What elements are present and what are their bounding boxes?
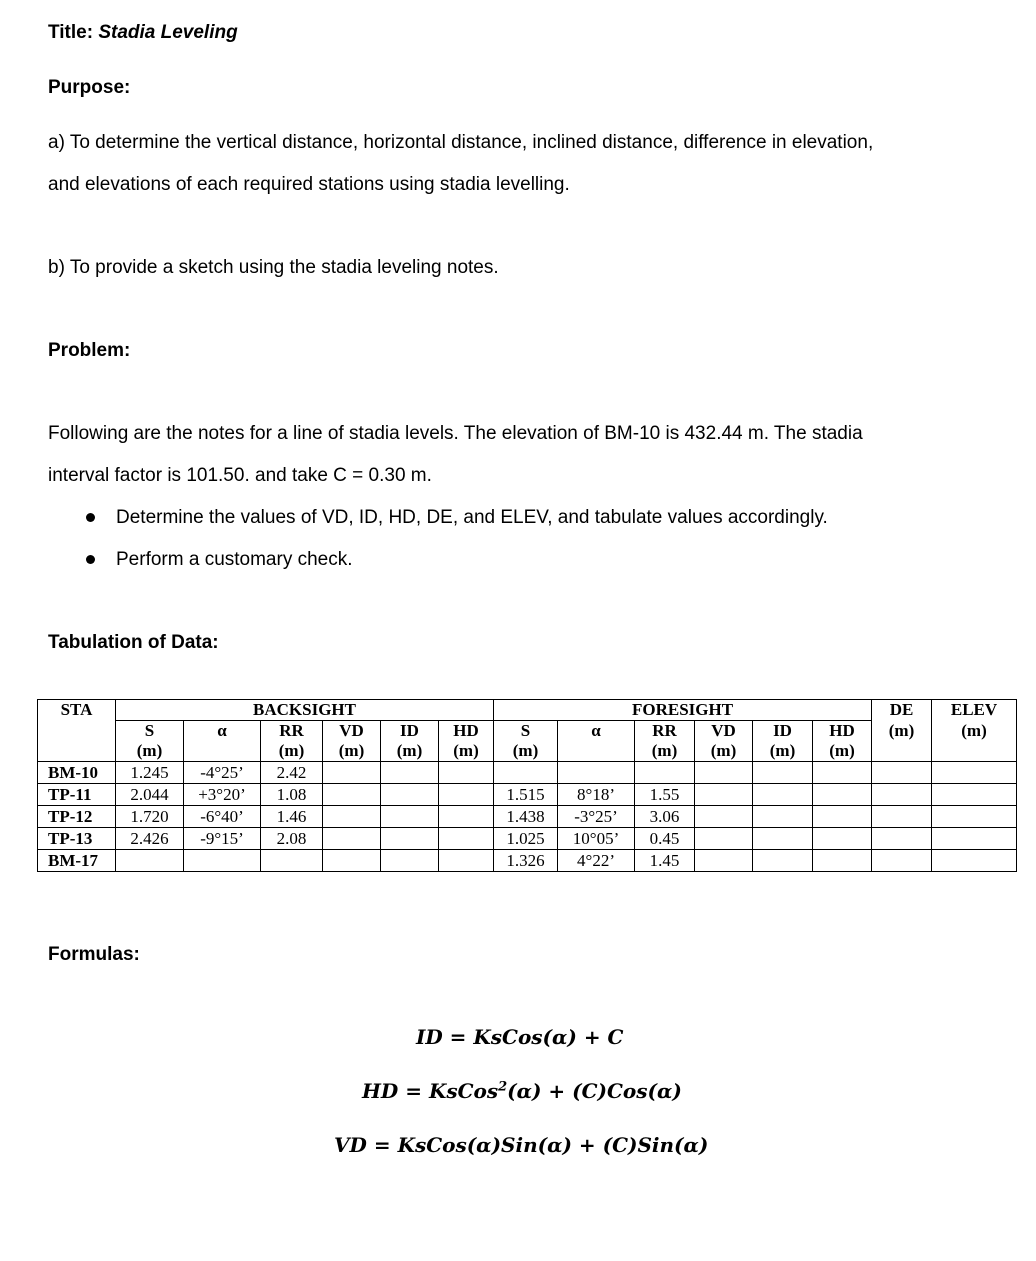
formula-id-rhs: KsCos(α) + C [473, 1025, 624, 1049]
cell-fs-vd [695, 762, 753, 784]
header-fs-alpha-unit [558, 741, 635, 762]
header-fs-id: ID [753, 721, 813, 742]
table-row [38, 828, 1017, 850]
cell-fs-id [753, 828, 813, 850]
cell-bs-id [381, 828, 439, 850]
cell-fs-hd [813, 784, 872, 806]
bullet-dot [86, 555, 95, 564]
header-fs-s: S [494, 721, 558, 742]
header-de-blank [872, 741, 932, 762]
cell-fs-s [494, 762, 558, 784]
formula-id [416, 1025, 623, 1049]
cell-sta: BM-10 [38, 762, 116, 784]
purpose-heading: Purpose: [48, 77, 131, 98]
purpose-a-line2: and elevations of each required stations using stadia levelling. [48, 174, 570, 195]
formula-hd-lhs: HD [362, 1079, 399, 1103]
header-fs-id-unit: (m) [753, 741, 813, 762]
cell-elev [932, 828, 1017, 850]
cell-de [872, 806, 932, 828]
header-elev-blank [932, 741, 1017, 762]
formula-hd-rhs-a: KsCos [428, 1079, 499, 1103]
cell-sta: BM-17 [38, 850, 116, 872]
cell-bs-hd [439, 850, 494, 872]
formula-hd [362, 1079, 682, 1103]
formula-hd-rhs-b: (α) + (C)Cos(α) [507, 1079, 682, 1103]
cell-bs-vd [323, 762, 381, 784]
cell-fs-s: 1.438 [494, 806, 558, 828]
cell-bs-s: 2.426 [116, 828, 184, 850]
problem-line1: Following are the notes for a line of stadia levels. The elevation of BM-10 is 432.44 m. The stadia [48, 423, 863, 444]
cell-fs-vd [695, 784, 753, 806]
cell-bs-s: 2.044 [116, 784, 184, 806]
cell-fs-alpha: -3°25’ [558, 806, 635, 828]
cell-bs-hd [439, 806, 494, 828]
formula-id-equals: = [442, 1025, 474, 1049]
cell-fs-vd [695, 828, 753, 850]
cell-de [872, 784, 932, 806]
cell-fs-s: 1.326 [494, 850, 558, 872]
header-bs-s: S [116, 721, 184, 742]
header-fs-rr: RR [635, 721, 695, 742]
problem-heading: Problem: [48, 340, 131, 361]
cell-sta: TP-13 [38, 828, 116, 850]
header-bs-rr-unit: (m) [261, 741, 323, 762]
stadia-data-table [37, 699, 1017, 872]
cell-bs-alpha [184, 850, 261, 872]
cell-sta: TP-11 [38, 784, 116, 806]
cell-fs-rr: 1.55 [635, 784, 695, 806]
header-sta-blank [38, 741, 116, 762]
formula-vd-rhs: KsCos(α)Sin(α) + (C)Sin(α) [397, 1133, 709, 1157]
header-fs-alpha: α [558, 721, 635, 742]
header-bs-id-unit: (m) [381, 741, 439, 762]
header-sta: STA [38, 700, 116, 721]
cell-fs-vd [695, 850, 753, 872]
cell-elev [932, 850, 1017, 872]
table-row [38, 784, 1017, 806]
header-fs-s-unit: (m) [494, 741, 558, 762]
cell-bs-hd [439, 828, 494, 850]
header-fs-hd: HD [813, 721, 872, 742]
cell-de [872, 762, 932, 784]
title-line [48, 21, 238, 45]
header-bs-s-unit: (m) [116, 741, 184, 762]
formula-hd-equals: = [398, 1079, 429, 1103]
header-foresight: FORESIGHT [494, 700, 872, 721]
header-fs-vd-unit: (m) [695, 741, 753, 762]
tabulation-heading: Tabulation of Data: [48, 632, 219, 653]
header-row-group [38, 700, 1017, 721]
header-de-unit: (m) [872, 721, 932, 742]
header-fs-rr-unit: (m) [635, 741, 695, 762]
cell-bs-alpha: -9°15’ [184, 828, 261, 850]
problem-bullet-2: Perform a customary check. [116, 549, 353, 570]
cell-elev [932, 806, 1017, 828]
cell-bs-rr [261, 850, 323, 872]
formula-vd [334, 1133, 708, 1157]
problem-bullet-1: Determine the values of VD, ID, HD, DE, and ELEV, and tabulate values accordingly. [116, 507, 828, 528]
cell-bs-rr: 1.46 [261, 806, 323, 828]
cell-sta: TP-12 [38, 806, 116, 828]
title-label: Title: [48, 22, 94, 43]
cell-bs-rr: 1.08 [261, 784, 323, 806]
header-bs-vd: VD [323, 721, 381, 742]
cell-bs-vd [323, 784, 381, 806]
formula-vd-lhs: VD [334, 1133, 367, 1157]
cell-fs-hd [813, 806, 872, 828]
formulas-heading: Formulas: [48, 944, 140, 965]
cell-de [872, 828, 932, 850]
cell-bs-rr: 2.08 [261, 828, 323, 850]
cell-fs-rr: 1.45 [635, 850, 695, 872]
cell-bs-vd [323, 828, 381, 850]
cell-fs-rr: 3.06 [635, 806, 695, 828]
cell-fs-vd [695, 806, 753, 828]
cell-fs-id [753, 762, 813, 784]
bullet-dot [86, 513, 95, 522]
header-bs-hd-unit: (m) [439, 741, 494, 762]
header-bs-id: ID [381, 721, 439, 742]
header-bs-rr: RR [261, 721, 323, 742]
cell-bs-s: 1.245 [116, 762, 184, 784]
table-row [38, 850, 1017, 872]
header-elev: ELEV [932, 700, 1017, 721]
cell-fs-hd [813, 850, 872, 872]
header-row-columns [38, 721, 1017, 742]
cell-bs-id [381, 806, 439, 828]
cell-bs-hd [439, 762, 494, 784]
formula-vd-equals: = [366, 1133, 398, 1157]
cell-fs-alpha: 4°22’ [558, 850, 635, 872]
cell-fs-rr: 0.45 [635, 828, 695, 850]
table-row [38, 762, 1017, 784]
cell-fs-id [753, 806, 813, 828]
purpose-b-line: b) To provide a sketch using the stadia leveling notes. [48, 257, 499, 278]
header-bs-alpha: α [184, 721, 261, 742]
header-bs-vd-unit: (m) [323, 741, 381, 762]
header-row-units [38, 741, 1017, 762]
cell-fs-s: 1.025 [494, 828, 558, 850]
cell-bs-vd [323, 850, 381, 872]
cell-bs-vd [323, 806, 381, 828]
cell-bs-s: 1.720 [116, 806, 184, 828]
cell-fs-s: 1.515 [494, 784, 558, 806]
header-fs-vd: VD [695, 721, 753, 742]
formula-hd-exponent: 2 [498, 1079, 508, 1095]
title-value: Stadia Leveling [98, 22, 238, 43]
cell-fs-alpha: 10°05’ [558, 828, 635, 850]
cell-fs-hd [813, 828, 872, 850]
header-bs-hd: HD [439, 721, 494, 742]
header-backsight: BACKSIGHT [116, 700, 494, 721]
cell-elev [932, 784, 1017, 806]
header-sta-blank [38, 721, 116, 742]
header-de: DE [872, 700, 932, 721]
cell-fs-id [753, 850, 813, 872]
cell-fs-hd [813, 762, 872, 784]
header-elev-unit: (m) [932, 721, 1017, 742]
cell-bs-id [381, 762, 439, 784]
formula-id-lhs: ID [416, 1025, 443, 1049]
cell-bs-alpha: -4°25’ [184, 762, 261, 784]
header-bs-alpha-unit [184, 741, 261, 762]
cell-bs-id [381, 850, 439, 872]
cell-elev [932, 762, 1017, 784]
cell-bs-rr: 2.42 [261, 762, 323, 784]
cell-fs-alpha [558, 762, 635, 784]
cell-fs-id [753, 784, 813, 806]
cell-bs-alpha: +3°20’ [184, 784, 261, 806]
cell-bs-hd [439, 784, 494, 806]
cell-fs-rr [635, 762, 695, 784]
header-fs-hd-unit: (m) [813, 741, 872, 762]
problem-line2: interval factor is 101.50. and take C = 0.30 m. [48, 465, 432, 486]
cell-bs-s [116, 850, 184, 872]
purpose-a-line1: a) To determine the vertical distance, horizontal distance, inclined distance, difference in elevation, [48, 132, 874, 153]
cell-bs-alpha: -6°40’ [184, 806, 261, 828]
table-row [38, 806, 1017, 828]
cell-de [872, 850, 932, 872]
cell-bs-id [381, 784, 439, 806]
cell-fs-alpha: 8°18’ [558, 784, 635, 806]
